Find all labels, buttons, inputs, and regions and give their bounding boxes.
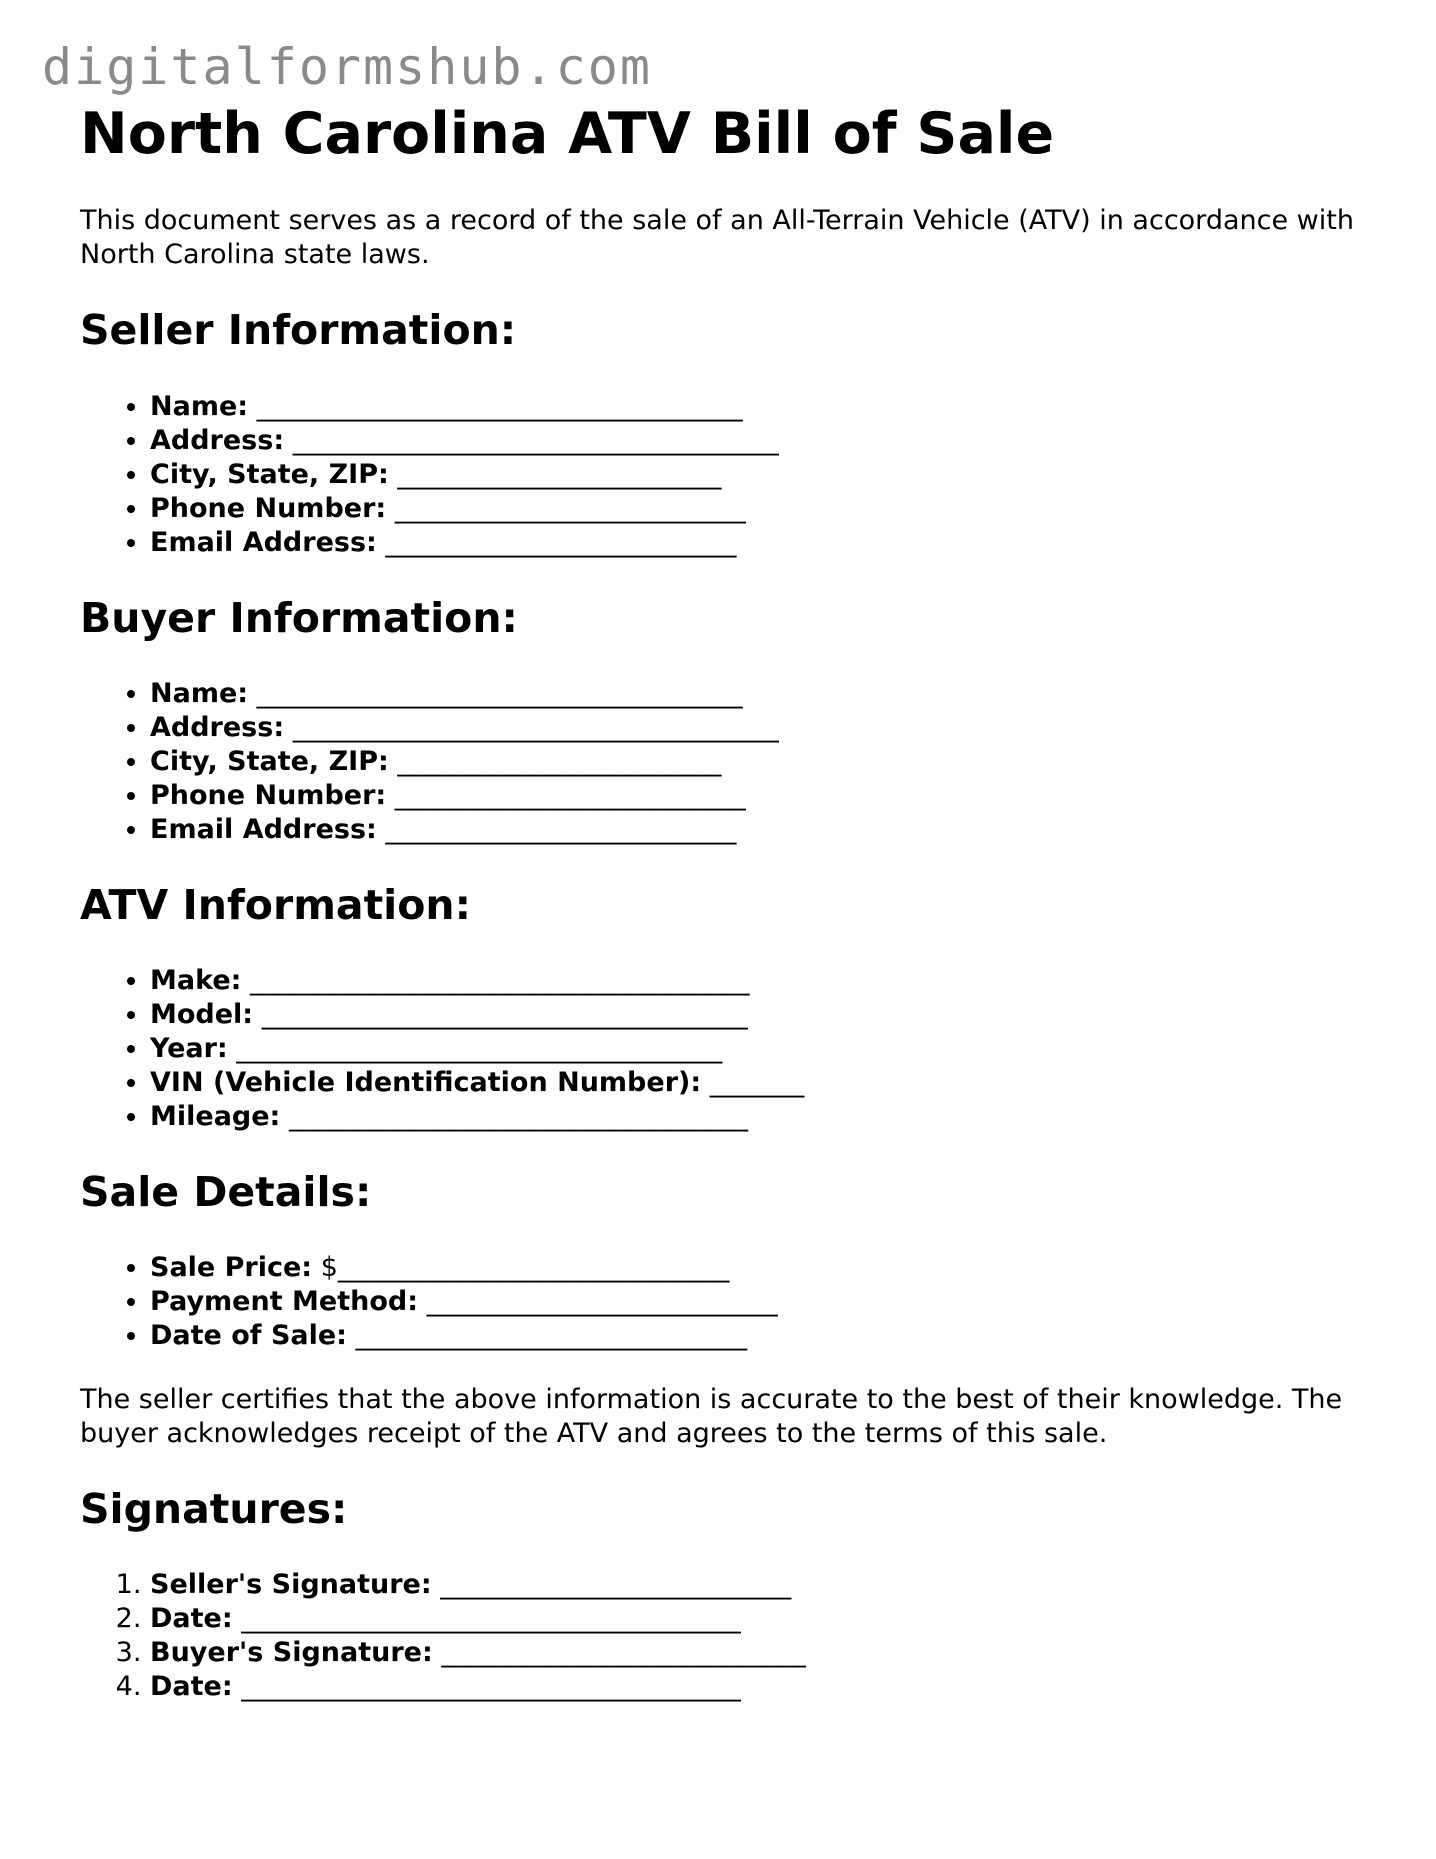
- seller-address-field[interactable]: [150, 424, 1370, 458]
- sale-date-field[interactable]: [150, 1319, 1370, 1353]
- field-blank[interactable]: $_____________________________: [312, 1252, 730, 1284]
- field-label: VIN (Vehicle Identification Number):: [150, 1066, 702, 1098]
- field-blank[interactable]: __________________________: [376, 813, 737, 845]
- field-label: Date:: [150, 1603, 233, 1635]
- field-label: City, State, ZIP:: [150, 745, 389, 777]
- intro-paragraph: This document serves as a record of the sale of an All-Terrain Vehicle (ATV) in accordance with North Carolina state laws.: [80, 205, 1354, 271]
- field-label: Payment Method:: [150, 1286, 419, 1318]
- atv-mileage-field[interactable]: [150, 1100, 1370, 1134]
- payment-method-field[interactable]: [150, 1285, 1370, 1319]
- field-blank[interactable]: _____________________________________: [232, 1603, 741, 1635]
- field-blank[interactable]: _____________________________________: [241, 964, 750, 996]
- field-label: Address:: [150, 711, 285, 743]
- field-blank[interactable]: ____________________________________: [253, 998, 748, 1030]
- field-label: Buyer's Signature:: [150, 1637, 433, 1669]
- field-blank[interactable]: ________________________: [388, 458, 722, 490]
- seller-signature-date-field[interactable]: [150, 1602, 1370, 1636]
- field-blank[interactable]: ___________________________: [432, 1637, 806, 1669]
- buyer-heading: Buyer Information:: [80, 593, 518, 642]
- buyer-city-state-zip-field[interactable]: [150, 745, 1370, 779]
- field-label: City, State, ZIP:: [150, 458, 389, 490]
- field-blank[interactable]: __________________________: [376, 526, 737, 558]
- field-blank[interactable]: _______: [701, 1066, 805, 1098]
- field-label: Mileage:: [150, 1100, 281, 1132]
- field-blank[interactable]: __________________________: [386, 779, 746, 811]
- seller-email-field[interactable]: [150, 526, 1370, 560]
- buyer-phone-field[interactable]: [150, 779, 1370, 813]
- field-blank[interactable]: ____________________________________: [248, 390, 743, 422]
- buyer-email-field[interactable]: [150, 813, 1370, 847]
- seller-signature-field[interactable]: [150, 1568, 1370, 1602]
- buyer-fields: [80, 677, 1370, 847]
- buyer-signature-field[interactable]: [150, 1636, 1370, 1670]
- seller-city-state-zip-field[interactable]: [150, 458, 1370, 492]
- sale-price-field[interactable]: [150, 1251, 1370, 1285]
- field-blank[interactable]: _____________________________________: [232, 1671, 741, 1703]
- atv-model-field[interactable]: [150, 998, 1370, 1032]
- field-label: Address:: [150, 424, 285, 456]
- field-blank[interactable]: __________________________: [431, 1569, 792, 1601]
- field-blank[interactable]: __________________________: [386, 492, 746, 524]
- field-label: Model:: [150, 998, 254, 1030]
- field-label: Year:: [150, 1032, 228, 1064]
- field-label: Name:: [150, 677, 249, 709]
- field-blank[interactable]: __________________________: [418, 1286, 778, 1318]
- field-label: Phone Number:: [150, 492, 387, 524]
- field-label: Email Address:: [150, 526, 377, 558]
- signatures-heading: Signatures:: [80, 1485, 348, 1534]
- field-label: Email Address:: [150, 813, 377, 845]
- sale-fields: [80, 1251, 1370, 1353]
- field-label: Phone Number:: [150, 779, 387, 811]
- field-blank[interactable]: ____________________________________: [284, 711, 779, 743]
- atv-make-field[interactable]: [150, 964, 1370, 998]
- seller-heading: Seller Information:: [80, 306, 517, 355]
- field-blank[interactable]: _____________________________: [346, 1320, 748, 1352]
- certification-paragraph: The seller certifies that the above information is accurate to the best of their knowledge. The buyer acknowledges receipt of the ATV and agrees to the terms of this sale.: [80, 1384, 1343, 1450]
- document-title: North Carolina ATV Bill of Sale: [80, 101, 1055, 167]
- buyer-signature-date-field[interactable]: [150, 1670, 1370, 1704]
- field-blank[interactable]: ____________________________________: [284, 424, 779, 456]
- field-label: Name:: [150, 390, 249, 422]
- document-body: [80, 100, 1370, 1704]
- buyer-address-field[interactable]: [150, 711, 1370, 745]
- buyer-name-field[interactable]: [150, 677, 1370, 711]
- field-label: Sale Price:: [150, 1252, 313, 1284]
- sale-heading: Sale Details:: [80, 1167, 372, 1216]
- watermark: digitalformshub.com: [42, 38, 652, 96]
- atv-heading: ATV Information:: [80, 880, 471, 929]
- seller-phone-field[interactable]: [150, 492, 1370, 526]
- field-blank[interactable]: ________________________: [388, 745, 722, 777]
- field-blank[interactable]: ____________________________________: [227, 1032, 723, 1064]
- field-label: Date of Sale:: [150, 1320, 347, 1352]
- signature-fields: [80, 1568, 1370, 1704]
- field-label: Date:: [150, 1671, 233, 1703]
- atv-year-field[interactable]: [150, 1032, 1370, 1066]
- field-blank[interactable]: __________________________________: [280, 1100, 748, 1132]
- atv-fields: [80, 964, 1370, 1134]
- field-blank[interactable]: ____________________________________: [248, 677, 743, 709]
- field-label: Seller's Signature:: [150, 1569, 432, 1601]
- field-label: Make:: [150, 964, 242, 996]
- seller-name-field[interactable]: [150, 390, 1370, 424]
- atv-vin-field[interactable]: [150, 1066, 1370, 1100]
- seller-fields: [80, 390, 1370, 560]
